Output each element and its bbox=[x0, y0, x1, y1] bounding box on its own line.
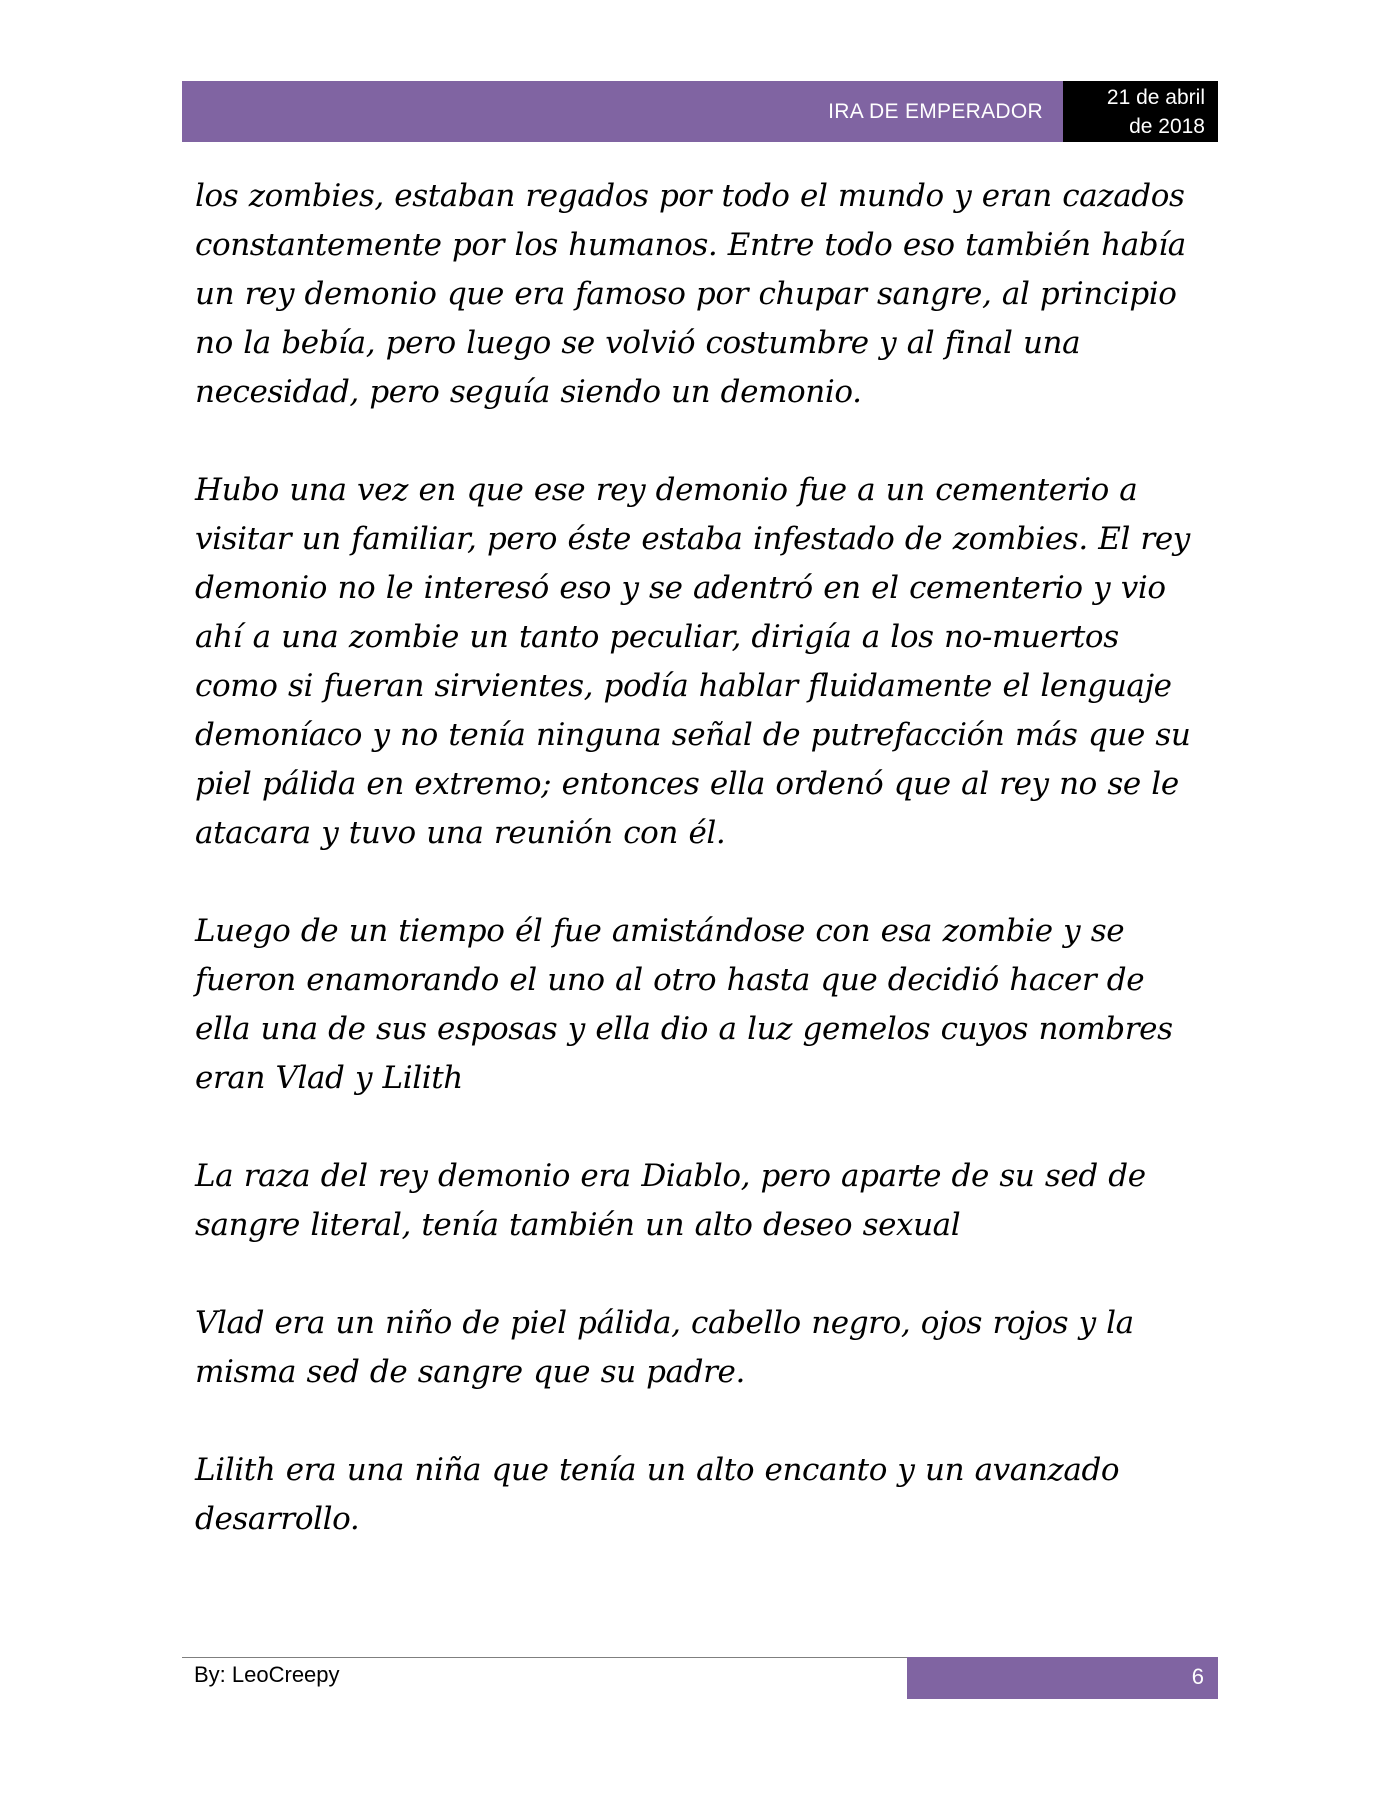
body-paragraph: La raza del rey demonio era Diablo, pero aparte de su sed de sangre literal, tenía también un alto deseo sexual bbox=[195, 1158, 1146, 1243]
body-paragraph: Luego de un tiempo él fue amistándose con esa zombie y se fueron enamorando el uno al otro hasta que decidió hacer de ella una de sus esposas y ella dio a luz gemelos cuyos nombres eran Vlad y Lilith bbox=[195, 913, 1173, 1096]
document-title: IRA DE EMPERADOR bbox=[828, 100, 1043, 123]
footer-page-bar bbox=[907, 1657, 1218, 1699]
footer-divider bbox=[182, 1657, 907, 1658]
body-paragraph: los zombies, estaban regados por todo el mundo y eran cazados constantemente por los humanos. Entre todo eso también había un rey demonio que era famoso por chupar sangre, al principio no la bebía, pero luego se volvió costumbre y al final una necesidad, pero seguía siendo un demonio. bbox=[195, 178, 1186, 410]
page-header bbox=[182, 81, 1218, 142]
body-paragraph: Hubo una vez en que ese rey demonio fue a un cementerio a visitar un familiar, pero éste estaba infestado de zombies. El rey demonio no le interesó eso y se adentró en el cementerio y vio ahí a una zombie un tanto peculiar, dirigía a los no-muertos como si fueran sirvientes, podía hablar fluidamente el lenguaje demoníaco y no tenía ninguna señal de putrefacción más que su piel pálida en extremo; entonces ella ordenó que al rey no se le atacara y tuvo una reunión con él. bbox=[195, 472, 1191, 851]
footer-author: By: LeoCreepy bbox=[194, 1662, 340, 1687]
body-paragraph: Lilith era una niña que tenía un alto encanto y un avanzado desarrollo. bbox=[195, 1452, 1120, 1537]
body-paragraph: Vlad era un niño de piel pálida, cabello negro, ojos rojos y la misma sed de sangre que su padre. bbox=[195, 1305, 1134, 1390]
page-number: 6 bbox=[1191, 1664, 1204, 1689]
header-date: 21 de abril de 2018 bbox=[1063, 81, 1218, 142]
page-body bbox=[195, 172, 1205, 1544]
